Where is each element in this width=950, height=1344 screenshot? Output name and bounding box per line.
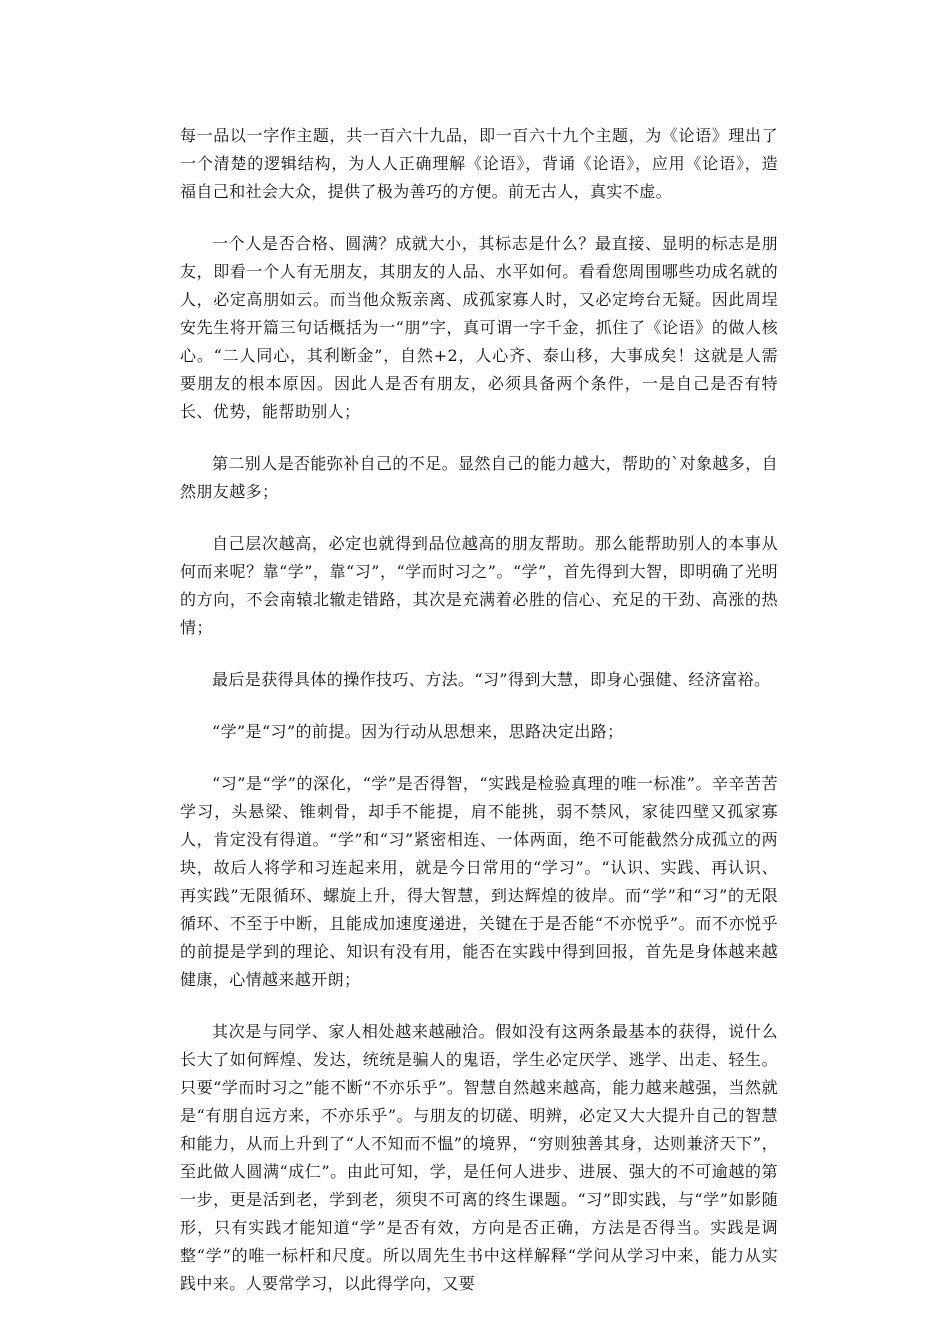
paragraph-practice: 最后是获得具体的操作技巧、方法。“习”得到大慧，即身心强健、经济富裕。 <box>212 670 771 689</box>
paragraph-friends: 一个人是否合格、圆满？成就大小，其标志是什么？最直接、显明的标志是朋友，即看一个人有无朋友，其朋友的人品、水平如何。看看您周围哪些功成名就的人，必定高朋如云。而当他众叛亲离、成孤家寡人时，又必定垮台无疑。因此周埕安先生将开篇三句话概括为一“朋”字，真可谓一字千金，抓住了《论语》的做人核心。“二人同心，其利断金”，自然+2，人心齐、泰山移，大事成矣！这就是人需要朋友的根本原因。因此人是否有朋友，必须具备两个条件，一是自己是否有特长、优势，能帮助别人； <box>180 234 778 421</box>
paragraph-deepening: “习”是“学”的深化，“学”是否得智，“实践是检验真理的唯一标准”。辛辛苦苦学习，头悬梁、锥刺骨，却手不能提，肩不能挑，弱不禁风，家徒四壁又孤家寡人，肯定没有得道。“学”和“习”紧密相连、一体两面，绝不可能截然分成孤立的两块，故后人将学和习连起来用，就是今日常用的“学习”。“认识、实践、再认识、再实践”无限循环、螺旋上升，得大智慧，到达辉煌的彼岸。而“学”和“习”的无限循环、不至于中断，且能成加速度递进，关键在于是否能“不亦悦乎”。而不亦悦乎的前提是学到的理论、知识有没有用，能否在实践中得到回报，首先是身体越来越健康，心情越来越开朗； <box>180 774 778 989</box>
paragraph-harmony: 其次是与同学、家人相处越来越融洽。假如没有这两条最基本的获得，说什么长大了如何辉煌、发达，统统是骗人的鬼语，学生必定厌学、逃学、出走、轻生。只要“学而时习之”能不断“不亦乐乎”。智慧自然越来越高，能力越来越强，当然就是“有朋自远方来，不亦乐乎”。与朋友的切磋、明辨，必定又大大提升自己的智慧和能力，从而上升到了“人不知而不愠”的境界，“穷则独善其身，达则兼济天下”，至此做人圆满“成仁”。由此可知，学，是任何人进步、进展、强大的不可逾越的第一步，更是活到老，学到老，须臾不可离的终生课题。“习”即实践，与“学”如影随形，只有实践才能知道“学”是否有效，方向是否正确，方法是否得当。实践是调整“学”的唯一标杆和尺度。所以周先生书中这样解释“学问从学习中来，能力从实践中来。人要常学习，以此得学向，又要 <box>180 1022 778 1293</box>
paragraph-intro: 每一品以一字作主题，共一百六十九品，即一百六十九个主题，为《论语》理出了一个清楚的逻辑结构，为人人正确理解《论语》，背诵《论语》，应用《论语》，造福自己和社会大众，提供了极为善巧的方便。前无古人，真实不虚。 <box>180 126 778 201</box>
paragraph-learning: 自己层次越高，必定也就得到品位越高的朋友帮助。那么能帮助别人的本事从何而来呢？靠“学”，靠“习”，“学而时习之”。“学”，首先得到大智，即明确了光明的方向，不会南辕北辙走错路，其次是充满着必胜的信心、充足的干劲、高涨的热情； <box>180 534 778 637</box>
document-page <box>180 122 778 1298</box>
paragraph-second-condition: 第二别人是否能弥补自己的不足。显然自己的能力越大，帮助的`对象越多，自然朋友越多； <box>180 454 779 501</box>
paragraph-premise: “学”是“习”的前提。因为行动从思想来，思路决定出路； <box>212 722 624 741</box>
